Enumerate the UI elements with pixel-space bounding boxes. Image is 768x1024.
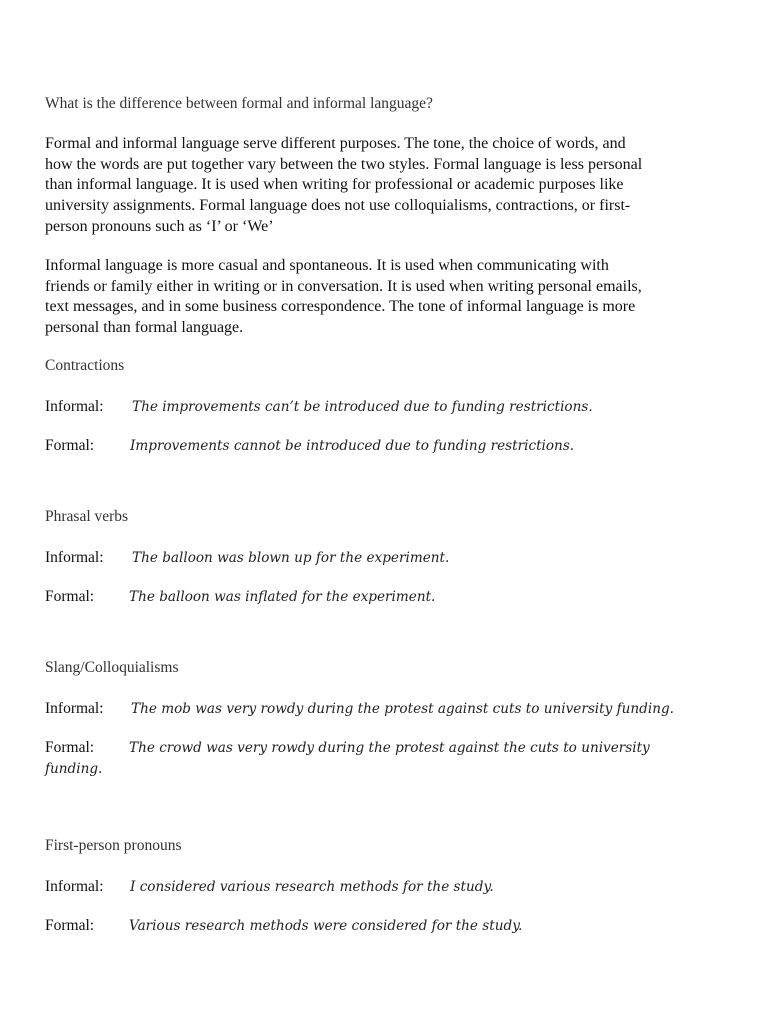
formal-example: Improvements cannot be introduced due to funding restrictions. (130, 438, 575, 454)
paragraph-line: personal than formal language. (45, 319, 244, 337)
section-heading-phrasal-verbs: Phrasal verbs (45, 508, 129, 525)
section-heading-contractions: Contractions (45, 357, 125, 374)
formal-example: The balloon was inflated for the experiment. (129, 589, 436, 605)
formal-example-continuation: funding. (45, 761, 103, 777)
formal-label: Formal: (45, 437, 95, 454)
formal-label: Formal: (45, 917, 95, 934)
formal-label: Formal: (45, 588, 95, 605)
informal-example: I considered various research methods for the study. (130, 879, 494, 895)
informal-label: Informal: (45, 878, 104, 895)
section-heading-slang: Slang/Colloquialisms (45, 659, 179, 676)
question-heading: What is the difference between formal and informal language? (45, 95, 433, 112)
formal-label: Formal: (45, 739, 95, 756)
informal-label: Informal: (45, 549, 104, 566)
section-heading-first-person: First-person pronouns (45, 837, 182, 854)
formal-example: The crowd was very rowdy during the protest against the cuts to university (129, 740, 650, 756)
paragraph-line: university assignments. Formal language does not use colloquialisms, contractions, or first- (45, 197, 631, 215)
paragraph-line: Formal and informal language serve different purposes. The tone, the choice of words, and (45, 135, 626, 152)
paragraph-line: text messages, and in some business correspondence. The tone of informal language is more (45, 298, 636, 316)
paragraph-informal-language (45, 256, 725, 339)
informal-label: Informal: (45, 398, 104, 415)
informal-label: Informal: (45, 700, 104, 717)
informal-example: The balloon was blown up for the experiment. (132, 550, 450, 566)
informal-example: The mob was very rowdy during the protest against cuts to university funding. (131, 701, 674, 717)
informal-example: The improvements can’t be introduced due to funding restrictions. (132, 399, 593, 415)
paragraph-line: friends or family either in writing or in conversation. It is used when writing personal emails, (45, 277, 642, 295)
paragraph-line: than informal language. It is used when writing for professional or academic purposes like (45, 176, 624, 194)
paragraph-formal-vs-informal (45, 134, 725, 238)
paragraph-line: Informal language is more casual and spontaneous. It is used when communicating with (45, 257, 609, 274)
formal-example: Various research methods were considered for the study. (129, 918, 523, 934)
paragraph-line: person pronouns such as ‘I’ or ‘We’ (45, 217, 274, 235)
paragraph-line: how the words are put together vary between the two styles. Formal language is less personal (45, 155, 643, 173)
